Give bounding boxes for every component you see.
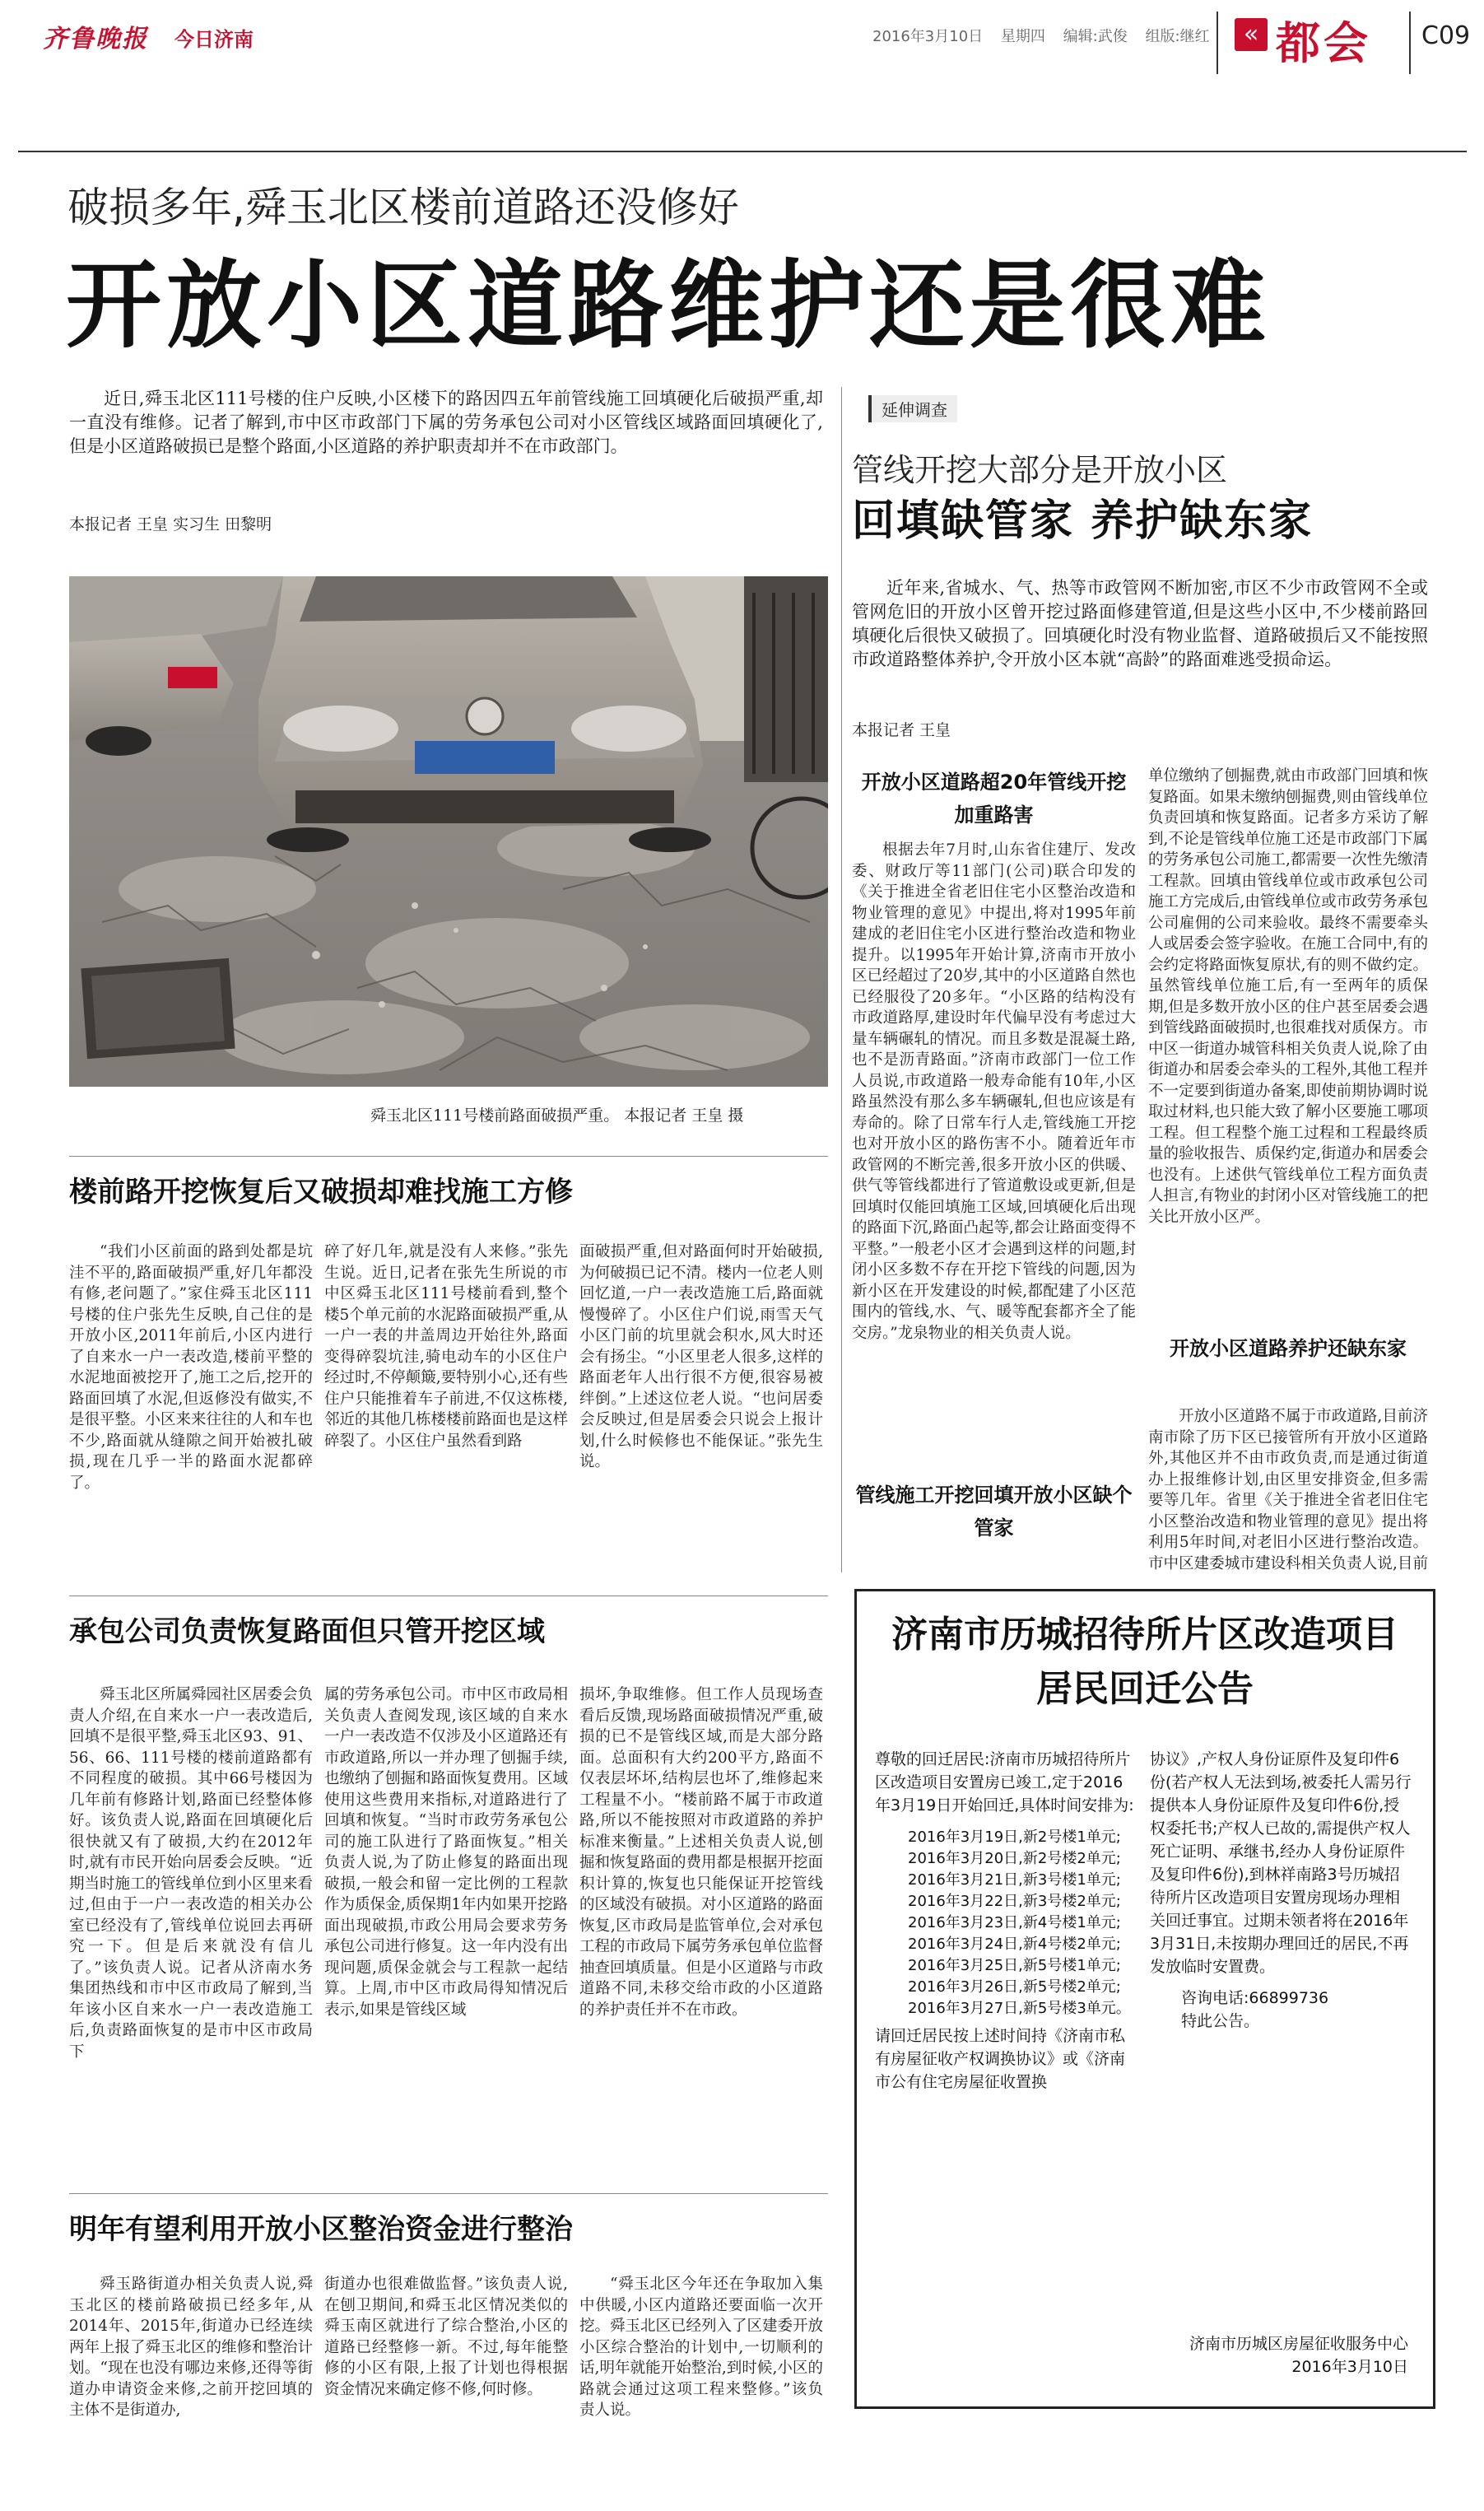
column-divider — [841, 387, 842, 1572]
notice-title-line-2: 居民回迁公告 — [1036, 1668, 1254, 1710]
schedule-item: 2016年3月25日,新5号楼1单元; — [908, 1957, 1121, 1974]
notice-sign-date: 2016年3月10日 — [1291, 2358, 1408, 2376]
notice-left-column — [875, 1748, 1137, 2094]
section-1-column-2: 碎了好几年,就是没有人来修。”张先生说。近日,记者在张先生所说的市中区舜玉北区111号楼前看到,整个楼5个单元前的水泥路面破损严重,从一户一表的井盖周边开始往外,路面变得碎裂坑洼,骑电动车的小区住户经过时,不停颠簸,要特别小心,还有些住户只能推着车子前进,不仅这栋楼,邻近的其他几栋楼楼前路面也是这样碎裂了。小区住户虽然看到路 — [324, 1243, 568, 1450]
section-label: 今日济南 — [174, 28, 254, 51]
designer-credit: 组版:继红 — [1145, 28, 1210, 45]
notice-hotline: 咨询电话:66899736 — [1181, 1989, 1329, 2007]
weekday: 星期四 — [1000, 28, 1045, 45]
section-title-2: 承包公司负责恢复路面但只管开挖区域 — [69, 1615, 545, 1648]
section-2-column-2: 属的劳务承包公司。市中区市政局相关负责人查阅发现,该区域的自来水一户一表改造不仅涉及小区道路还有市政道路,所以一并办理了刨掘手续,也缴纳了刨掘和路面恢复费用。区域使用这些费用来指标,对道路进行了回填和恢复。“当时市政劳务承包公司的施工队进行了路面恢复。”相关负责人说,为了防止修复的路面出现破损,一般会和留一定比例的工程款作为质保金,质保期1年内如果开挖路面出现破损,市政公用局会要求劳务承包公司进行修复。这一年内没有出现问题,质保金就会与工程款一起结算。上周,市中区市政局得知情况后表示,如果是管线区域 — [324, 1686, 568, 2019]
schedule-item: 2016年3月21日,新3号楼1单元; — [908, 1871, 1121, 1889]
relocation-notice — [854, 1589, 1435, 2409]
photo-caption: 舜玉北区111号楼前路面破损严重。 本报记者 王皇 摄 — [370, 1106, 744, 1125]
sidebar-lead: 近年来,省城水、气、热等市政管网不断加密,市区不少市政管网不全或管网危旧的开放小区曾开挖过路面修建管道,但是这些小区中,不少楼前路回填硬化后很快又破损了。回填硬化时没有物业监督、道路破损后又不能按照市政道路整体养护,令开放小区本就“高龄”的路面难逃受损命运。 — [852, 578, 1428, 669]
sidebar-kicker: 管线开挖大部分是开放小区 — [852, 452, 1228, 488]
section-name: 都会 — [1276, 17, 1371, 69]
notice-requirements: 协议》,产权人身份证原件及复印件6份(若产权人无法到场,被委托人需另行提供本人身份证原件及复印件6份,授权委托书;产权人已故的,需提供产权人死亡证明、承继书,经办人身份证原件及复印件6份),到林祥南路3号历城招待所片区改造项目安置房现场办理相关回迁事宜。过期未领者将在2016年3月31日,未按期办理回迁的居民,不再发放临时安置费。 — [1150, 1750, 1412, 1976]
section-2-column-3: 损坏,争取维修。但工作人员现场查看后反馈,现场路面破损情况严重,破损的已不是管线区域,而是大部分路面。总面积有大约200平方,路面不仅表层坏坏,结构层也坏了,维修起来工程量不小。“楼前路不属于市政道路,所以不能按照对市政道路的养护标准来衡量。”上述相关负责人说,刨掘和恢复路面的费用都是根据开挖面积计算的,恢复也只能保证开挖管线的区域没有破损。对小区道路的路面恢复,区市政局是监管单位,会对承包工程的市政局下属劳务承包单位监督抽查回填质量。但是小区道路与市政道路不同,未移交给市政的小区道路的养护责任并不在市政。 — [579, 1686, 823, 2019]
schedule-item: 2016年3月26日,新5号楼2单元; — [908, 1978, 1121, 1996]
schedule-item: 2016年3月20日,新2号楼2单元; — [908, 1850, 1121, 1867]
masthead-logo: 齐鲁晚报 — [43, 25, 148, 54]
article-kicker: 破损多年,舜玉北区楼前道路还没修好 — [67, 184, 739, 231]
section-title-1: 楼前路开挖恢复后又破损却难找施工方修 — [69, 1176, 573, 1209]
editor-credit: 编辑:武俊 — [1063, 28, 1128, 45]
article-photo — [69, 576, 828, 1087]
schedule-item: 2016年3月24日,新4号楼2单元; — [908, 1936, 1121, 1953]
notice-title — [857, 1608, 1433, 1717]
sidebar-subhead-3: 开放小区道路养护还缺东家 — [1170, 1337, 1407, 1360]
notice-signature: 济南市历城区房屋征收服务中心 — [1189, 2335, 1408, 2353]
article-byline: 本报记者 王皇 实习生 田黎明 — [69, 515, 272, 533]
sidebar-subhead-1: 开放小区道路超20年管线开挖加重路害 — [861, 771, 1127, 827]
notice-schedule — [875, 1827, 1137, 2020]
sidebar-col2-text-b: 开放小区道路不属于市政道路,目前济南市除了历下区已接管所有开放小区道路外,其他区并不由市政负责,而是通过街道办上报维修计划,由区里安排资金,但多需要等几年。省里《关于推进全省老旧住宅小区整治改造和物业管理的意见》提出将利用5年时间,对老旧小区进行整治改造。市中区建委城市建设科相关负责人说,目前 — [1148, 1408, 1428, 1571]
chevron-left-icon: « — [1235, 18, 1268, 51]
schedule-item: 2016年3月19日,新2号楼1单元; — [908, 1829, 1121, 1846]
sidebar-col1-text-a: 根据去年7月时,山东省住建厅、发改委、财政厅等11部门(公司)联合印发的《关于推进全省老旧住宅小区整治改造和物业管理的意见》中提出,将对1995年前建成的老旧住宅小区进行整治改造和物业提升。以1995年开始计算,济南市开放小区已经超过了20岁,其中的小区道路自然也已经服役了20多年。“小区路的结构没有市政道路厚,建设时年代偏早没有考虑过大量车辆碾轧的情况。而且多数是混凝土路,也不是沥青路面。”济南市政部门一位工作人员说,市政道路一般寿命能有10年,小区路虽然没有那么多车辆碾轧,但也应该是有寿命的。除了日常车行人走,管线施工开挖也对开放小区的路伤害不小。随着近年市政管网的不断完善,很多开放小区的供暖、供气等管线都进行了管道敷设或更新,但是回填时仅能回填施工区域,回填硬化后出现的路面下沉,路面凸起等,都会让路面变得不平整。”一般老小区才会遇到这样的问题,封闭小区多数不存在开挖下管线的问题,因为新小区在开发建设的时候,都配建了小区范围内的管线,水、气、暖等配套都齐全了能交房。”龙泉物业的相关负责人说。 — [852, 841, 1136, 1342]
issue-date: 2016年3月10日 — [872, 28, 984, 45]
notice-outro: 请回迁居民按上述时间持《济南市私有房屋征收产权调换协议》或《济南市公有住宅房屋征收置换 — [875, 2027, 1126, 2091]
sidebar-subhead-2: 管线施工开挖回填开放小区缺个管家 — [855, 1484, 1133, 1540]
header-divider — [1217, 12, 1218, 74]
section-2-column-1: 舜玉北区所属舜园社区居委会负责人介绍,在自来水一户一表改造后,回填不是很平整,舜玉北区93、91、56、66、111号楼的楼前道路都有不同程度的破损。其中66号楼因为几年前有修路计划,路面已经整体修好。该负责人说,路面在回填硬化后很快就又有了破损,大约在2012年时,就有市民开始向居委会反映。“近期当时施工的管线单位到小区里来看过,但由于一户一表改造的相关办公室已经没有了,管线单位说回去再研究一下。但是后来就没有信儿了。”该负责人说。记者从济南水务集团热线和市中区市政局了解到,当年该小区自来水一户一表改造施工后,负责路面恢复的是市中区市政局下 — [69, 1686, 313, 2061]
notice-title-line-1: 济南市历城招待所片区改造项目 — [891, 1614, 1398, 1656]
article-lead: 近日,舜玉北区111号楼的住户反映,小区楼下的路因四五年前管线施工回填硬化后破损严重,却一直没有维修。记者了解到,市中区市政部门下属的劳务承包公司对小区管线区域路面回填硬化了,但是小区道路破损已是整个路面,小区道路的养护职责却并不在市政部门。 — [69, 389, 823, 456]
section-3-column-1: 舜玉路街道办相关负责人说,舜玉北区的楼前路破损已经多年,从2014年、2015年,街道办已经连续两年上报了舜玉北区的维修和整治计划。“现在也没有哪边来修,还得等街道办申请资金来修,之前开挖回填的主体不是街道办, — [69, 2276, 313, 2419]
article-headline: 开放小区道路维护还是很难 — [66, 250, 1271, 361]
schedule-item: 2016年3月27日,新5号楼3单元。 — [908, 2000, 1131, 2017]
notice-closing: 特此公告。 — [1181, 2012, 1260, 2030]
notice-signature-block — [1189, 2332, 1408, 2378]
page-number: C09 — [1421, 21, 1471, 50]
section-1-column-3: 面破损严重,但对路面何时开始破损,为何破损已记不清。楼内一位老人则回忆道,一户一表改造施工后,路面就慢慢碎了。小区住户们说,雨雪天气小区门前的坑里就会积水,风大时还会有扬尘。“小区里老人很多,这样的路面老年人出行很不方便,很容易被绊倒。”上述这位老人说。“也问居委会反映过,但是居委会只说会上报计划,什么时候修也不能保证。”张先生说。 — [579, 1243, 823, 1470]
notice-right-column — [1150, 1748, 1415, 2033]
section-3-column-2: 街道办也很难做监督。”该负责人说,在刨卫期间,和舜玉北区情况类似的舜玉南区就进行了综合整治,小区的道路已经整修一新。不过,每年能整修的小区有限,上报了计划也得根据资金情况来确定修不修,何时修。 — [324, 2276, 568, 2398]
sidebar-headline: 回填缺管家 养护缺东家 — [852, 496, 1314, 546]
section-3-column-3: “舜玉北区今年还在争取加入集中供暖,小区内道路还要面临一次开挖。舜玉北区已经列入了区建委开放小区综合整治的计划中,一切顺利的话,明年就能开始整治,到时候,小区的路就会通过这项工程来整修。”该负责人说。 — [579, 2276, 823, 2419]
sidebar-col2-text-a: 单位缴纳了刨掘费,就由市政部门回填和恢复路面。如果未缴纳刨掘费,则由管线单位负责回填和恢复路面。记者多方采访了解到,不论是管线单位施工还是市政部门下属的劳务承包公司施工,都需要一次性先缴清工程款。回填由管线单位或市政承包公司施工方完成后,由管线单位或市政劳务承包公司雇佣的公司来验收。最终不需要牵头人或居委会签字验收。在施工合同中,有的会约定将路面恢复原状,有的则不做约定。虽然管线单位施工后,有一至两年的质保期,但是多数开放小区的住户甚至居委会遇到管线路面破损时,也很难找对质保方。市中区一街道办城管科相关负责人说,除了由街道办和居委会牵头的工程外,其他工程并不一定要到街道办备案,即使前期协调时说取过材料,也只能大致了解小区要施工哪项工程。但工程整个施工过程和工程最终质量的验收报告、质保约定,街道办和居委会也没有。上述供气管线单位工程方面负责人担言,有物业的封闭小区对管线施工的把关比开放小区严。 — [1148, 767, 1428, 1226]
schedule-item: 2016年3月22日,新3号楼2单元; — [908, 1893, 1121, 1910]
section-title-3: 明年有望利用开放小区整治资金进行整治 — [69, 2213, 573, 2246]
section-rule — [69, 2193, 828, 2194]
sidebar-tag: 延伸调查 — [868, 395, 957, 422]
section-rule — [69, 1156, 828, 1157]
section-1-column-1: “我们小区前面的路到处都是坑洼不平的,路面破损严重,好几年都没有修,老问题了。”家住舜玉北区111号楼的住户张先生反映,自己住的是开放小区,2011年前后,小区内进行了自来水一户一表改造,楼前平整的水泥地面被挖开了,施工之后,挖开的路面回填了水泥,但返修没有做实,不是很平整。小区来来往往的人和车也不少,路面就从缝隙之间开始被扎破损,现在几乎一半的路面水泥都碎了。 — [69, 1243, 313, 1492]
header-meta — [872, 25, 1223, 46]
header-divider — [1409, 12, 1411, 74]
notice-intro: 尊敬的回迁居民:济南市历城招待所片区改造项目安置房已竣工,定于2016年3月19日开始回迁,具体时间安排为: — [875, 1750, 1134, 1815]
sidebar-byline: 本报记者 王皇 — [852, 721, 951, 739]
header-rule — [18, 151, 1467, 152]
schedule-item: 2016年3月23日,新4号楼1单元; — [908, 1914, 1121, 1931]
